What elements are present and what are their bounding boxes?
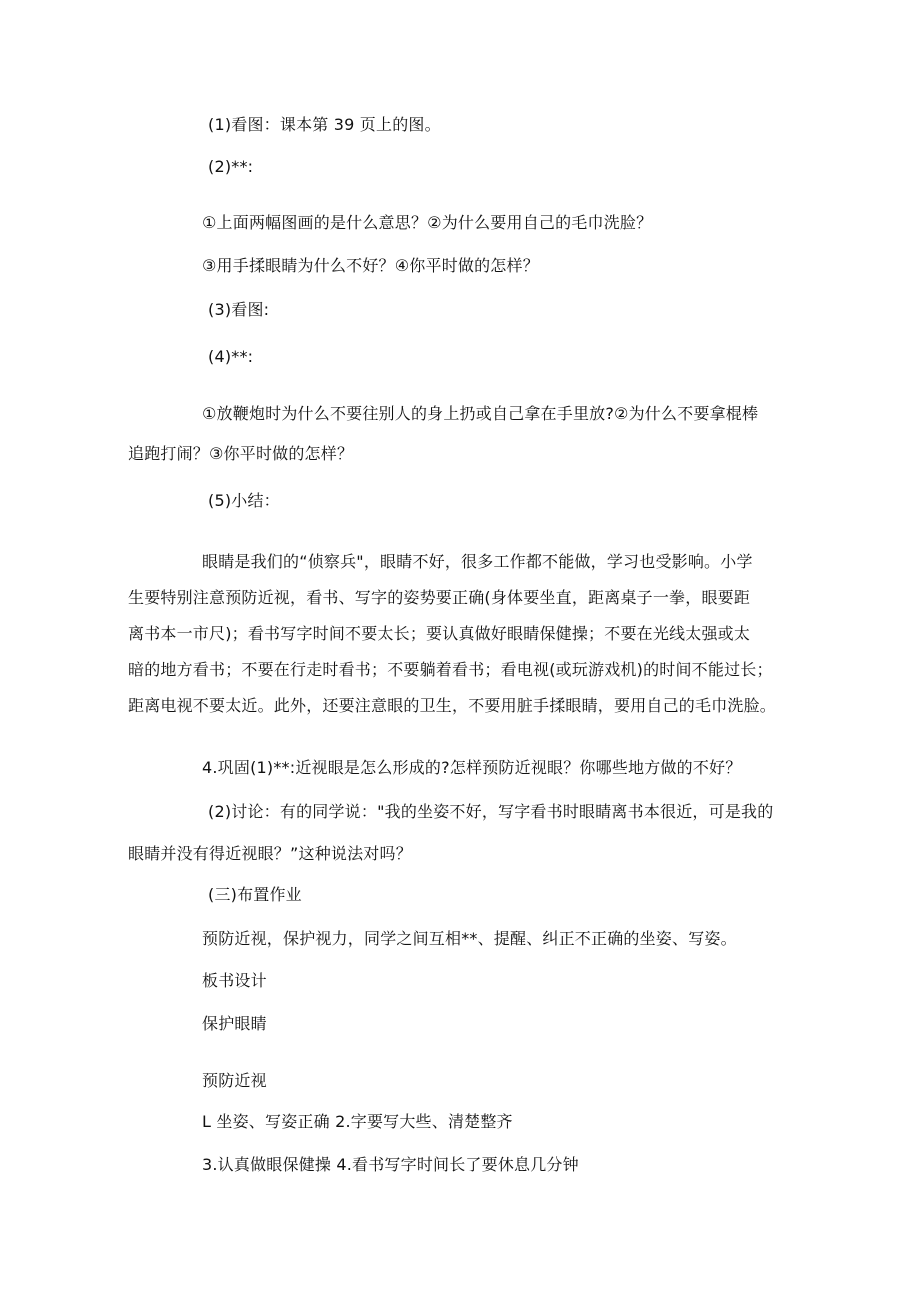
- text-line-7: ①放鞭炮时为什么不要往别人的身上扔或自己拿在手里放?②为什么不要拿棍棒: [202, 404, 759, 423]
- text-line-22: 预防近视: [202, 1071, 267, 1090]
- text-line-9: (5)小结：: [208, 491, 280, 510]
- text-line-12: 离书本一市尺)；看书写字时间不要太长；要认真做好眼睛保健操；不要在光线太强或太: [128, 624, 751, 643]
- text-line-21: 保护眼睛: [202, 1014, 267, 1033]
- text-line-14: 距离电视不要太近。此外，还要注意眼的卫生，不要用脏手揉眼睛，要用自己的毛巾洗脸。: [128, 696, 777, 715]
- text-line-4: ③用手揉眼睛为什么不好？④你平时做的怎样？: [202, 256, 539, 275]
- text-line-2: (2)**:: [208, 157, 254, 176]
- text-line-8: 追跑打闹？③你平时做的怎样？: [128, 444, 354, 463]
- text-line-1: (1)看图：课本第 39 页上的图。: [208, 115, 441, 134]
- text-line-5: (3)看图:: [208, 300, 270, 319]
- text-line-23: L 坐姿、写姿正确 2.字要写大些、清楚整齐: [202, 1112, 513, 1131]
- text-line-3: ①上面两幅图画的是什么意思？②为什么要用自己的毛巾洗脸？: [202, 213, 653, 232]
- text-line-10: 眼睛是我们的“侦察兵"，眼睛不好，很多工作都不能做，学习也受影响。小学: [202, 552, 753, 571]
- text-line-18: (三)布置作业: [208, 885, 302, 904]
- text-line-13: 暗的地方看书；不要在行走时看书；不要躺着看书；看电视(或玩游戏机)的时间不能过长；: [128, 660, 773, 679]
- text-line-11: 生要特别注意预防近视，看书、写字的姿势要正确(身体要坐直，距离桌子一拳，眼要距: [128, 588, 751, 607]
- text-line-17: 眼睛并没有得近视眼？”这种说法对吗？: [128, 844, 412, 863]
- text-line-20: 板书设计: [202, 971, 267, 990]
- text-line-24: 3.认真做眼保健操 4.看书写字时间长了要休息几分钟: [202, 1155, 579, 1174]
- text-line-19: 预防近视，保护视力，同学之间互相**、提醒、纠正不正确的坐姿、写姿。: [202, 929, 737, 948]
- text-line-6: (4)**:: [208, 347, 254, 366]
- text-line-16: (2)讨论：有的同学说："我的坐姿不好，写字看书时眼睛离书本很近，可是我的: [208, 802, 774, 821]
- text-line-15: 4.巩固(1)**:近视眼是怎么形成的?怎样预防近视眼？你哪些地方做的不好？: [202, 758, 742, 777]
